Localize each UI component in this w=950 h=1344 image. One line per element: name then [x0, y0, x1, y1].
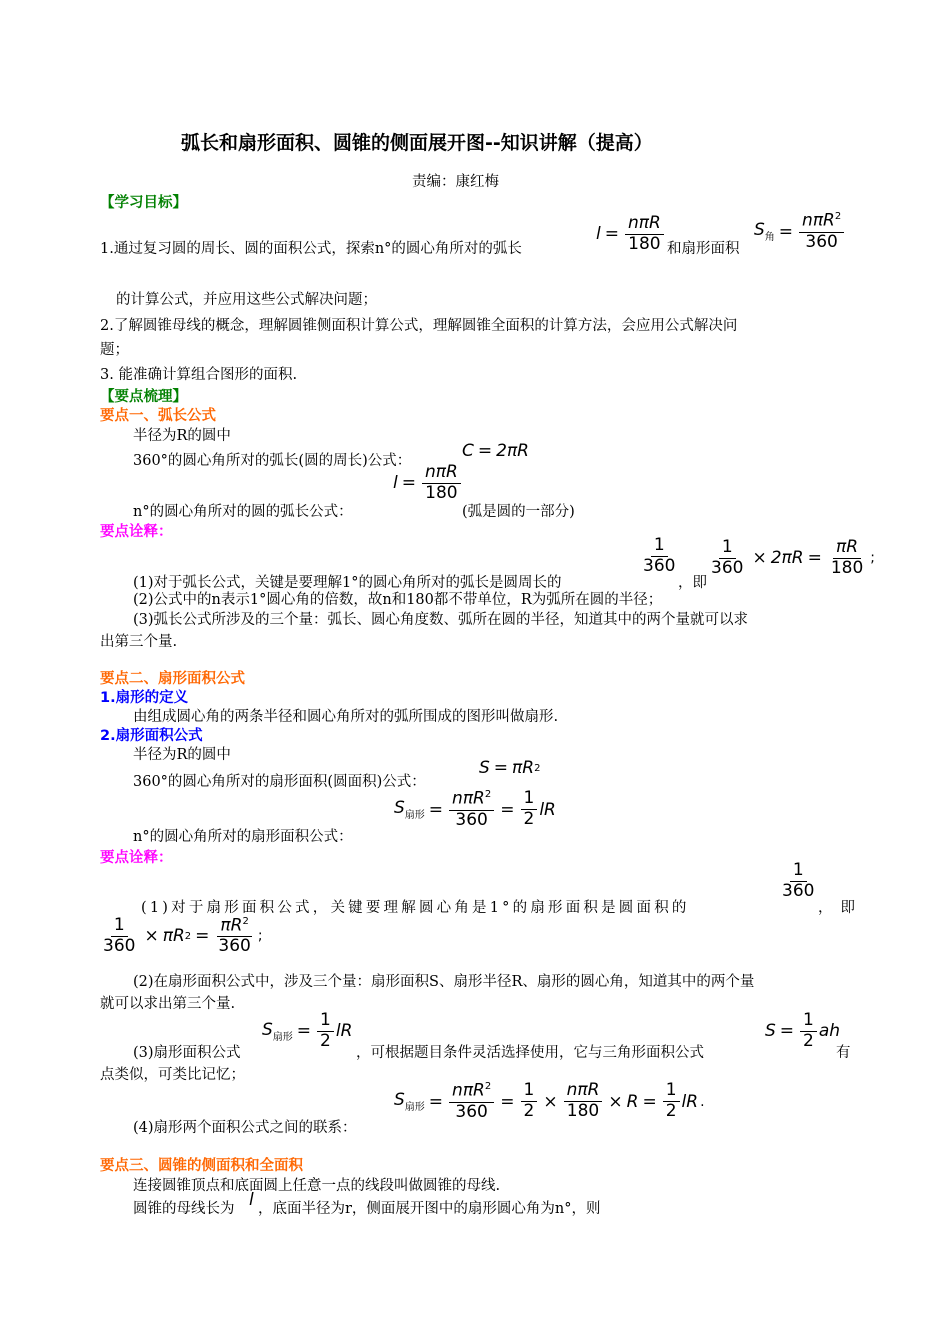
point-1-line-2: 360°的圆心角所对的弧长(圆的周长)公式： [133, 453, 412, 469]
page-title: 弧长和扇形面积、圆锥的侧面展开图--知识讲解（提高） [181, 132, 653, 154]
formula-arc-length-goal: l = $\frac{\text{nπR}}{180}$ [596, 215, 666, 254]
editor-line: 责编：康红梅 [412, 174, 499, 190]
point-3-line-2-b: ，底面半径为r，侧面展开图中的扇形圆心角为n°，则 [258, 1201, 601, 1217]
goal-2: 2.了解圆锥母线的概念，理解圆锥侧面积计算公式，理解圆锥全面积的计算方法，会应用公式解决问 [100, 318, 738, 334]
note-2-4: (4)扇形两个面积公式之间的联系： [133, 1120, 357, 1136]
note-1-3-continued: 出第三个量. [100, 634, 178, 650]
note-1-2: (2)公式中的n表示1°圆心角的倍数，故n和180都不带单位，R为弧所在圆的半径； [133, 592, 663, 608]
note-2-3-end: 有 [836, 1045, 851, 1061]
formula-triangle-area: S = $\frac{1}{2}$ ah [765, 1010, 841, 1051]
point-3-heading: 要点三、圆锥的侧面积和全面积 [100, 1158, 303, 1174]
section-key-points: 【要点梳理】 [100, 389, 187, 405]
point-2-sub-2: 2.扇形面积公式 [100, 728, 203, 744]
formula-one-over-360: $\frac{1}{360}$ [643, 535, 676, 576]
point-2-line-3: n°的圆心角所对的扇形面积公式： [133, 829, 353, 845]
point-3-line-2-a: 圆锥的母线长为 [133, 1201, 235, 1217]
point-2-heading: 要点二、扇形面积公式 [100, 671, 245, 687]
note-2-2-continued: 就可以求出第三个量. [100, 996, 236, 1012]
formula-sector-unit: $\frac{1}{360}$ × πR 2 = $\frac{\pi R^2}{360}$ ; [103, 915, 263, 957]
point-2-sub-1: 1.扇形的定义 [100, 690, 189, 706]
formula-arc-equivalence: $\frac{1}{360}$ × 2πR = $\frac{\pi R}{180}$ ; [711, 537, 875, 578]
point-2-definition: 由组成圆心角的两条半径和圆心角所对的弧所围成的图形叫做扇形. [133, 709, 559, 725]
formula-one-over-360-b: $\frac{1}{360}$ [782, 860, 815, 901]
notes-heading-1: 要点诠释： [100, 524, 173, 540]
formula-circumference: C = 2πR [462, 441, 529, 461]
formula-arc-length: l = $\frac{\text{nπR}}{180}$ [393, 464, 463, 503]
note-1-1-ie: ，即 [678, 575, 707, 591]
point-1-heading: 要点一、弧长公式 [100, 408, 216, 424]
math-slant-height: l [249, 1190, 254, 1210]
note-2-3-mid: ，可根据题目条件灵活选择使用，它与三角形面积公式 [356, 1045, 704, 1061]
formula-sector-half-lr: $S_{扇形}$ = $\frac{1}{2}$ lR [262, 1010, 353, 1051]
note-1-3: (3)弧长公式所涉及的三个量：弧长、圆心角度数、弧所在圆的半径，知道其中的两个量就可以求 [133, 612, 749, 628]
math-l: l [596, 224, 601, 245]
point-2-line-1: 半径为R的圆中 [133, 747, 231, 763]
note-2-1-text: (1)对于扇形面积公式，关键要理解圆心角是1°的扇形面积是圆面积的 [141, 900, 690, 916]
formula-sector-area: $S_{扇形}$ = $\frac{n\pi R^2}{360}$ = $\frac{1}{2}$ lR [394, 788, 556, 830]
formula-circle-area: S = πR 2 [479, 758, 541, 778]
note-2-3-continued: 点类似，可类比记忆； [100, 1067, 245, 1083]
goal-1-text: 1.通过复习圆的周长、圆的面积公式，探索n°的圆心角所对的弧长 [100, 241, 522, 257]
formula-sector-area-goal: $S_角$ = $\frac{n\pi R^2}{360}$ [754, 212, 846, 251]
point-3-line-1: 连接圆锥顶点和底面圆上任意一点的线段叫做圆锥的母线. [133, 1178, 501, 1194]
note-2-2: (2)在扇形面积公式中，涉及三个量：扇形面积S、扇形半径R、扇形的圆心角，知道其中的两个量 [133, 974, 755, 990]
point-1-line-1: 半径为R的圆中 [133, 428, 231, 444]
note-2-3-text: (3)扇形面积公式 [133, 1045, 241, 1061]
formula-sector-relation: $S_{扇形}$ = $\frac{n\pi R^2}{360}$ = $\frac{1}{2}$ × $\frac{\text{nπR}}{180}$ × R = $\frac{1}{2}$ lR . [394, 1080, 705, 1122]
goal-1-continued: 的计算公式，并应用这些公式解决问题； [116, 292, 377, 308]
note-2-1-ie: ，即 [818, 900, 863, 916]
point-2-line-2: 360°的圆心角所对的扇形面积(圆面积)公式： [133, 774, 426, 790]
note-1-1-text: (1)对于弧长公式，关键是要理解1°的圆心角所对的弧长是圆周长的 [133, 575, 562, 591]
point-1-line-3: n°的圆心角所对的圆的弧长公式： [133, 504, 353, 520]
notes-heading-2: 要点诠释： [100, 850, 173, 866]
goal-2-continued: 题； [100, 342, 129, 358]
goal-3: 3. 能准确计算组合图形的面积. [100, 367, 298, 383]
goal-1-mid: 和扇形面积 [667, 241, 740, 257]
section-learning-goals: 【学习目标】 [100, 195, 187, 211]
point-1-line-3-note: (弧是圆的一部分) [462, 504, 575, 520]
